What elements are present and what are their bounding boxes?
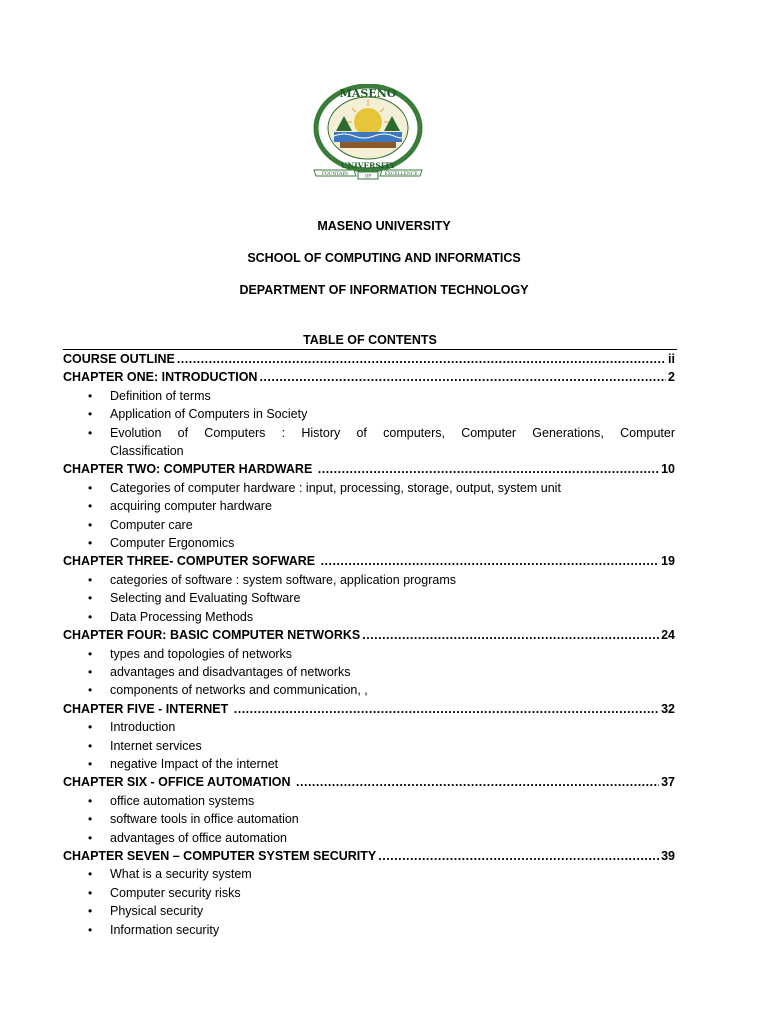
toc-entry-chapter[interactable]: [63, 626, 675, 644]
bullet-icon: •: [88, 683, 93, 698]
toc-subtopic-text: Computer care: [110, 517, 193, 532]
toc-subtopic-list: [63, 479, 675, 553]
toc-subtopic-text: negative Impact of the internet: [110, 756, 279, 771]
university-heading: MASENO UNIVERSITY: [317, 219, 451, 233]
toc-page-number: 24: [661, 628, 675, 643]
bullet-icon: •: [88, 904, 93, 919]
bullet-icon: •: [88, 591, 93, 606]
toc-subtopic-text: advantages and disadvantages of networks: [110, 664, 351, 679]
toc-subtopic-text: Categories of computer hardware : input, processing, storage, output, system unit: [110, 480, 561, 495]
toc-page-number: 32: [661, 701, 675, 716]
toc-subtopic: [63, 424, 675, 442]
toc-entry-label: CHAPTER ONE: INTRODUCTION: [63, 370, 258, 385]
toc-subtopic-list: [63, 645, 675, 700]
toc-subtopic: [63, 792, 675, 810]
bullet-icon: •: [88, 720, 93, 735]
motto-word-2: OF: [364, 174, 372, 180]
toc-entry-label: CHAPTER SIX - OFFICE AUTOMATION: [63, 775, 295, 790]
toc-subtopic-text: types and topologies of networks: [110, 646, 293, 661]
bullet-icon: •: [88, 756, 93, 771]
bullet-icon: •: [88, 388, 93, 403]
toc-page-number: ii: [668, 352, 675, 366]
toc-entry-label: CHAPTER THREE- COMPUTER SOFWARE: [63, 554, 319, 569]
toc-subtopic-text: Information security: [110, 922, 220, 937]
toc-subtopic-list: [63, 387, 675, 461]
logo-bottom-text: UNIVERSITY: [340, 161, 396, 170]
toc-subtopic: [63, 387, 675, 405]
toc-subtopic-list: [63, 865, 675, 939]
bullet-icon: •: [88, 793, 93, 808]
toc-subtopic-text: advantages of office automation: [110, 830, 287, 845]
toc-subtopic: [63, 405, 675, 423]
motto-word-1: FOUNTAIN: [321, 172, 349, 177]
toc-subtopic-text: Internet services: [110, 738, 202, 753]
toc-page-number: 39: [661, 848, 675, 863]
bullet-icon: •: [88, 425, 93, 440]
bullet-icon: •: [88, 517, 93, 532]
toc-subtopic-text: Application of Computers in Society: [110, 407, 308, 422]
bullet-icon: •: [88, 830, 93, 845]
toc-page-number: 10: [661, 462, 675, 477]
toc-subtopic: [63, 589, 675, 607]
toc-subtopic-text: categories of software : system software, application programs: [110, 572, 456, 587]
toc-subtopic-text: Definition of terms: [110, 388, 211, 403]
bullet-icon: •: [88, 572, 93, 587]
toc-entry-label: COURSE OUTLINE: [63, 352, 175, 366]
toc-page-number: 19: [661, 554, 675, 569]
toc-subtopic-text: Computer security risks: [110, 885, 241, 900]
toc-subtopic-text: Physical security: [110, 904, 204, 919]
toc-subtopic: [63, 921, 675, 939]
toc-subtopic-text: Introduction: [110, 720, 176, 735]
bullet-icon: •: [88, 407, 93, 422]
toc-subtopic: [63, 829, 675, 847]
toc-subtopic-text: acquiring computer hardware: [110, 499, 272, 514]
toc-entry-label: CHAPTER SEVEN – COMPUTER SYSTEM SECURITY: [63, 848, 377, 863]
toc-subtopic-text: software tools in office automation: [110, 812, 299, 827]
toc-entry-chapter[interactable]: [63, 773, 675, 791]
toc-subtopic-list: [63, 792, 675, 847]
toc-subtopic-text: Data Processing Methods: [110, 609, 254, 624]
bullet-icon: •: [88, 480, 93, 495]
toc-subtopic: [63, 755, 675, 773]
toc-subtopic: [63, 516, 675, 534]
university-logo: [300, 84, 436, 186]
toc-subtopic-list: [63, 571, 675, 626]
toc-entry-chapter[interactable]: [63, 700, 675, 718]
toc-subtopic: [63, 718, 675, 736]
bullet-icon: •: [88, 812, 93, 827]
toc-subtopic: [63, 810, 675, 828]
toc-subtopic-text: Selecting and Evaluating Software: [110, 591, 301, 606]
bullet-icon: •: [88, 738, 93, 753]
toc-entry-chapter[interactable]: [63, 847, 675, 865]
toc-entry-chapter[interactable]: [63, 552, 675, 570]
bullet-icon: •: [88, 867, 93, 882]
toc-subtopic: [63, 571, 675, 589]
toc-title: TABLE OF CONTENTS: [303, 333, 437, 347]
toc-subtopic-list: [63, 718, 675, 773]
toc-page-number: 2: [668, 370, 675, 385]
toc-subtopic: [63, 534, 675, 552]
toc-subtopic: [63, 681, 675, 699]
department-heading: DEPARTMENT OF INFORMATION TECHNOLOGY: [239, 283, 529, 297]
toc-entry-label: CHAPTER FIVE - INTERNET: [63, 701, 232, 716]
toc-entry-course-outline[interactable]: [63, 350, 675, 368]
toc-subtopic: [63, 479, 675, 497]
toc-subtopic: [63, 884, 675, 902]
table-of-contents: [63, 350, 675, 939]
toc-subtopic: [63, 737, 675, 755]
toc-subtopic-text: Computer Ergonomics: [110, 536, 235, 551]
toc-entry-label: CHAPTER FOUR: BASIC COMPUTER NETWORKS: [63, 628, 361, 643]
toc-subtopic-text: Classification: [110, 444, 184, 459]
bullet-icon: •: [88, 609, 93, 624]
toc-entry-chapter[interactable]: [63, 460, 675, 478]
toc-subtopic: [63, 902, 675, 920]
toc-entry-chapter[interactable]: [63, 368, 675, 386]
toc-subtopic: [63, 442, 675, 460]
toc-entry-label: CHAPTER TWO: COMPUTER HARDWARE: [63, 462, 316, 477]
bullet-icon: •: [88, 536, 93, 551]
school-heading: SCHOOL OF COMPUTING AND INFORMATICS: [247, 251, 521, 265]
motto-word-3: EXCELLENCE: [384, 172, 418, 177]
toc-subtopic: [63, 865, 675, 883]
bullet-icon: •: [88, 885, 93, 900]
toc-subtopic: [63, 608, 675, 626]
toc-subtopic: [63, 645, 675, 663]
logo-top-text: MASENO: [339, 87, 397, 100]
toc-subtopic-text: office automation systems: [110, 793, 255, 808]
bullet-icon: •: [88, 499, 93, 514]
bullet-icon: •: [88, 664, 93, 679]
toc-page-number: 37: [661, 775, 675, 790]
maseno-seal-icon: [300, 84, 436, 186]
toc-chapters: [63, 368, 675, 939]
toc-subtopic-text: components of networks and communication, ,: [110, 683, 368, 698]
bullet-icon: •: [88, 646, 93, 661]
toc-subtopic-text: What is a security system: [110, 867, 252, 882]
toc-subtopic: [63, 663, 675, 681]
toc-subtopic-text: Evolution of Computers : History of computers, Computer Generations, Computer: [110, 425, 675, 440]
bullet-icon: •: [88, 922, 93, 937]
toc-subtopic: [63, 497, 675, 515]
